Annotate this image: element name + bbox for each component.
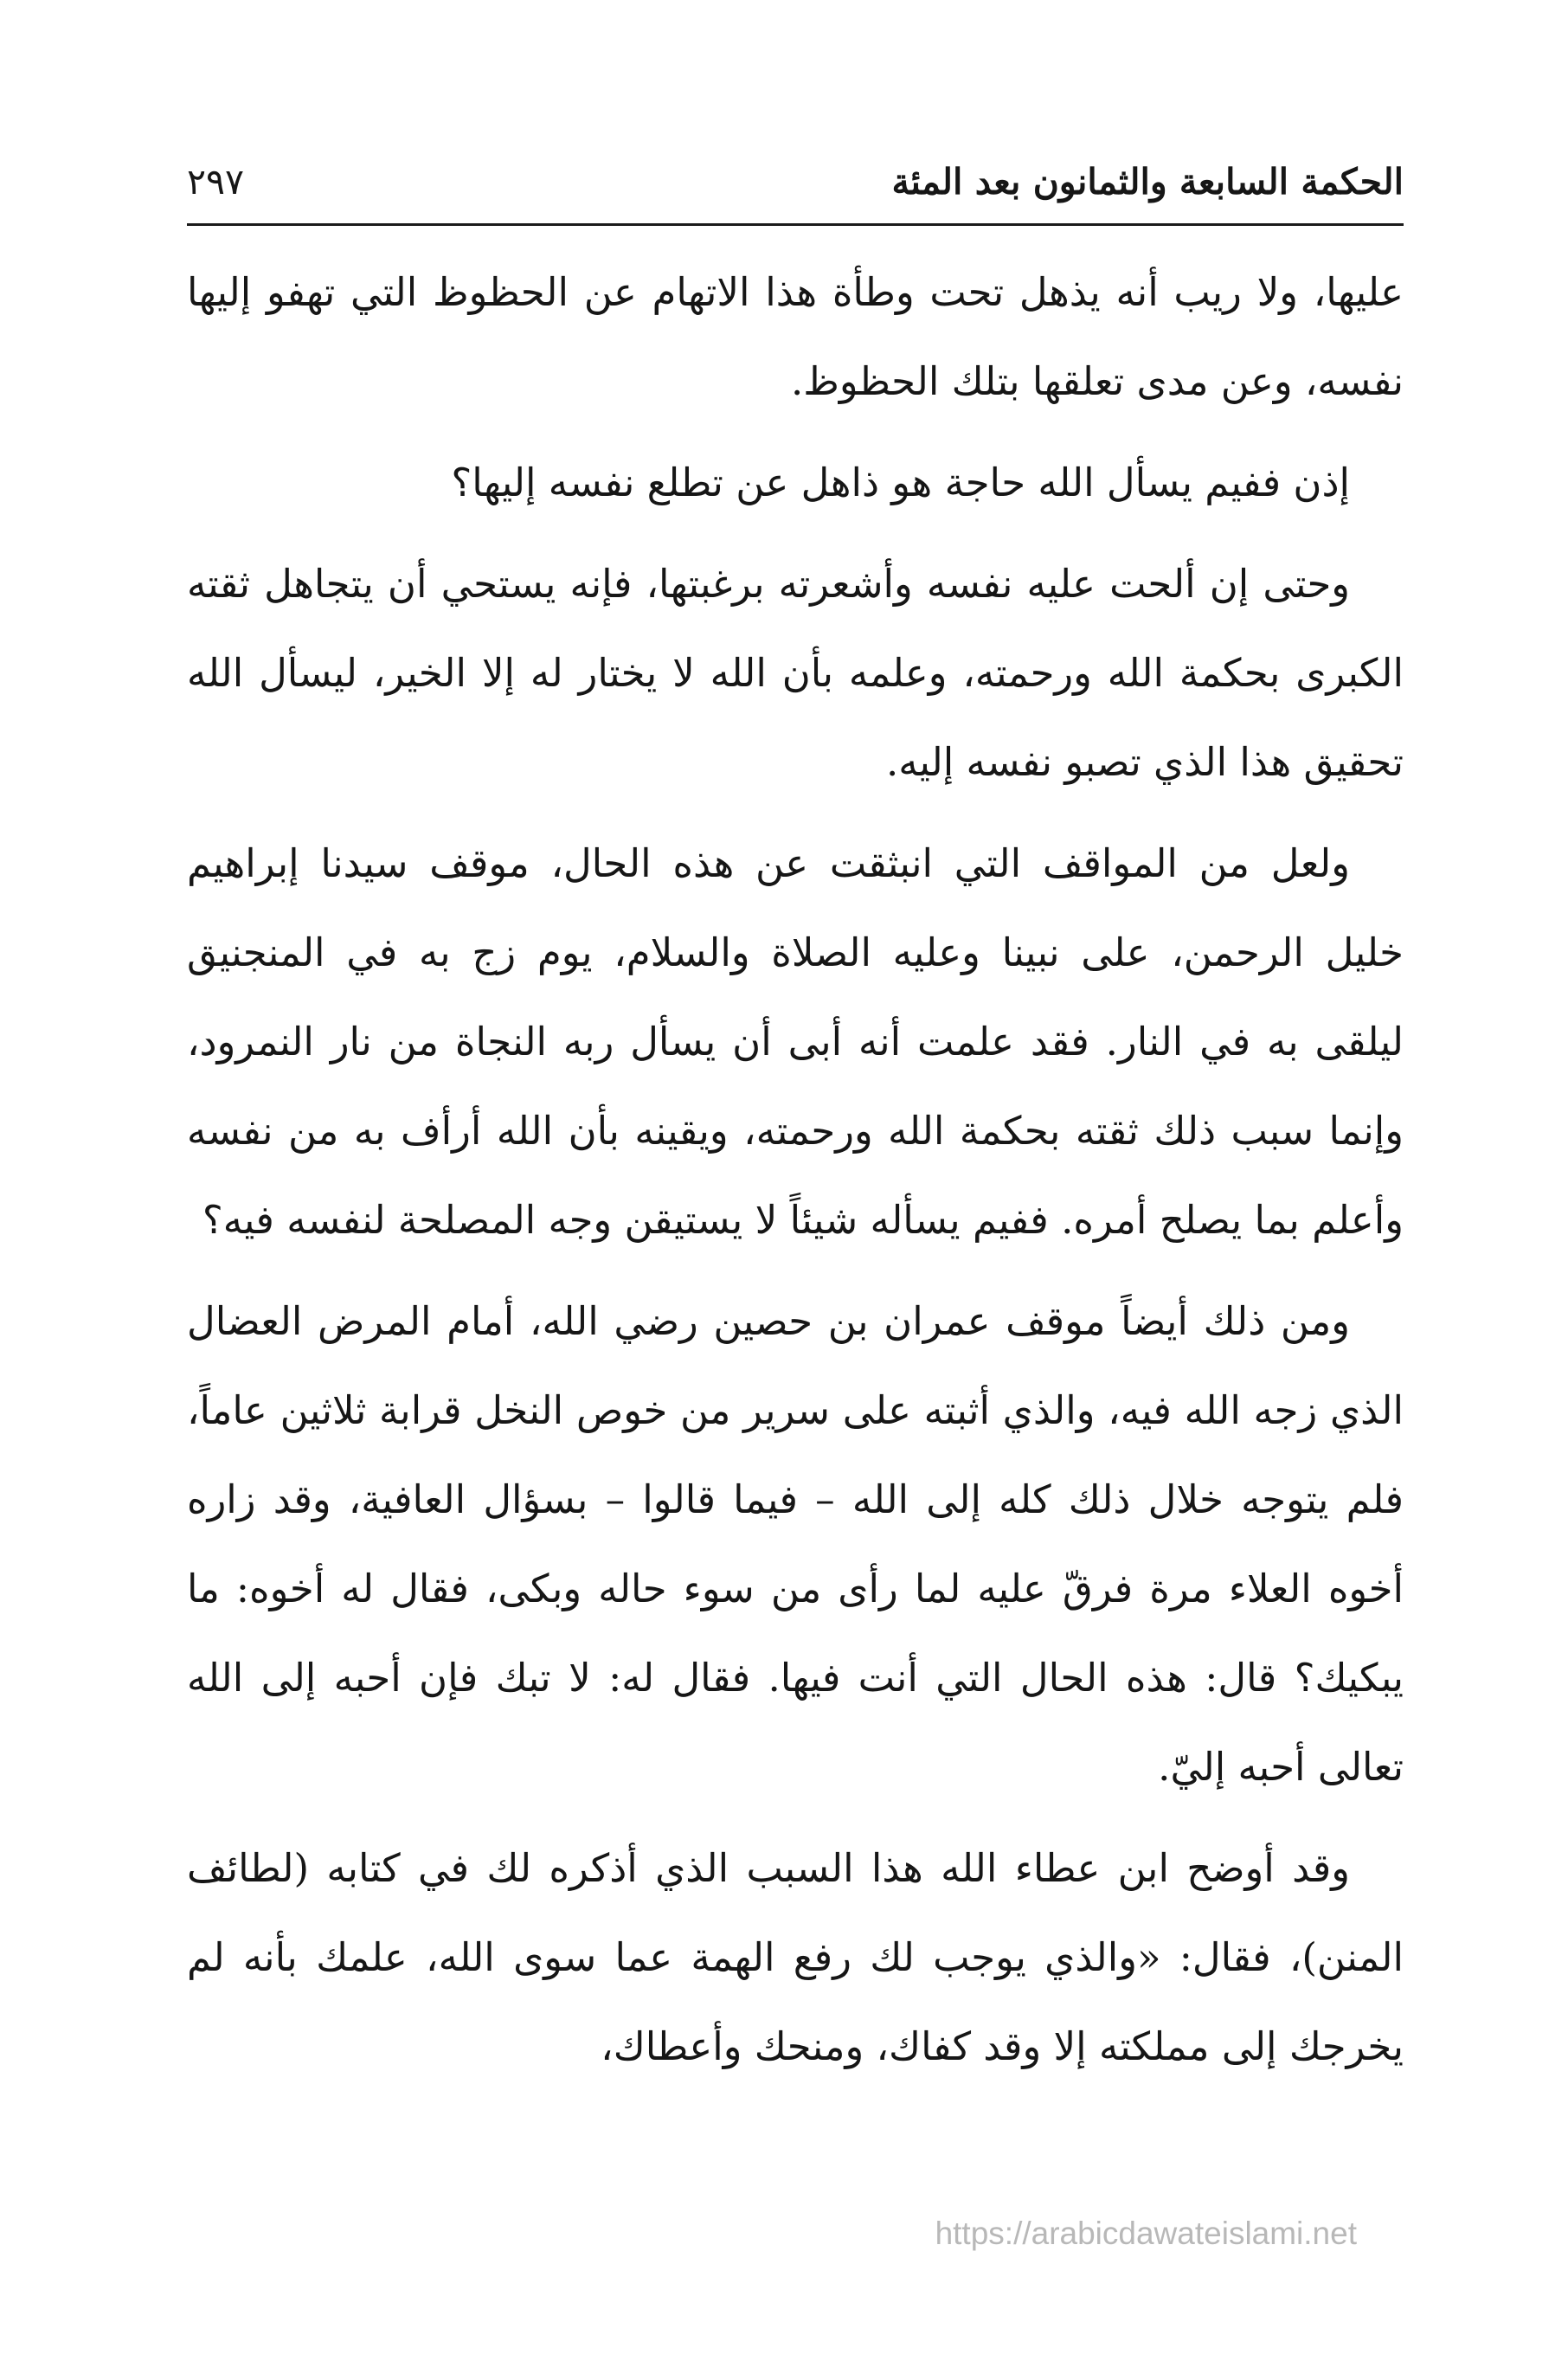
header-rule	[187, 223, 1404, 226]
paragraph: إذن ففيم يسأل الله حاجة هو ذاهل عن تطلع نفسه إليها؟	[451, 460, 1350, 505]
paragraph: وقد أوضح ابن عطاء الله هذا السبب الذي أذكره لك في كتابه (لطائف المنن)، فقال: «والذي يوجب لك رفع الهمة عما سوى الله، علمك بأنه لم يخرجك إلى مملكته إلا وقد كفاك، ومنحك وأعطاك،	[187, 1845, 1404, 2069]
body-text	[187, 248, 1404, 2103]
page-header	[187, 156, 1404, 208]
paragraph: عليها، ولا ريب أنه يذهل تحت وطأة هذا الاتهام عن الحظوظ التي تهفو إليها نفسه، وعن مدى تعلقها بتلك الحظوظ.	[187, 269, 1404, 404]
paragraph: ومن ذلك أيضاً موقف عمران بن حصين رضي الله، أمام المرض العضال الذي زجه الله فيه، والذي أثبته على سرير من خوص النخل قرابة ثلاثين عاماً، فلم يتوجه خلال ذلك كله إلى الله – فيما قالوا – بسؤال العافية، وقد زاره أخوه العلاء مرة فرقّ عليه لما رأى من سوء حاله وبكى، فقال له أخوه: ما يبكيك؟ قال: هذه الحال التي أنت فيها. فقال له: لا تبك فإن أحبه إلى الله تعالى أحبه إليّ.	[187, 1298, 1404, 1790]
page-number: ٢٩٧	[187, 161, 245, 203]
paragraph: وحتى إن ألحت عليه نفسه وأشعرته برغبتها، فإنه يستحي أن يتجاهل ثقته الكبرى بحكمة الله ورحمته، وعلمه بأن الله لا يختار له إلا الخير، ليسأل الله تحقيق هذا الذي تصبو نفسه إليه.	[187, 561, 1404, 785]
watermark-url: https://arabicdawateislami.net	[935, 2216, 1357, 2251]
paragraph: ولعل من المواقف التي انبثقت عن هذه الحال، موقف سيدنا إبراهيم خليل الرحمن، على نبينا وعليه الصلاة والسلام، يوم زج به في المنجنيق ليلقى به في النار. فقد علمت أنه أبى أن يسأل ربه النجاة من نار النمرود، وإنما سبب ذلك ثقته بحكمة الله ورحمته، ويقينه بأن الله أرأف به من نفسه وأعلم بما يصلح أمره. ففيم يسأله شيئاً لا يستيقن وجه المصلحة لنفسه فيه؟	[187, 840, 1404, 1243]
running-title: الحكمة السابعة والثمانون بعد المئة	[891, 161, 1404, 203]
